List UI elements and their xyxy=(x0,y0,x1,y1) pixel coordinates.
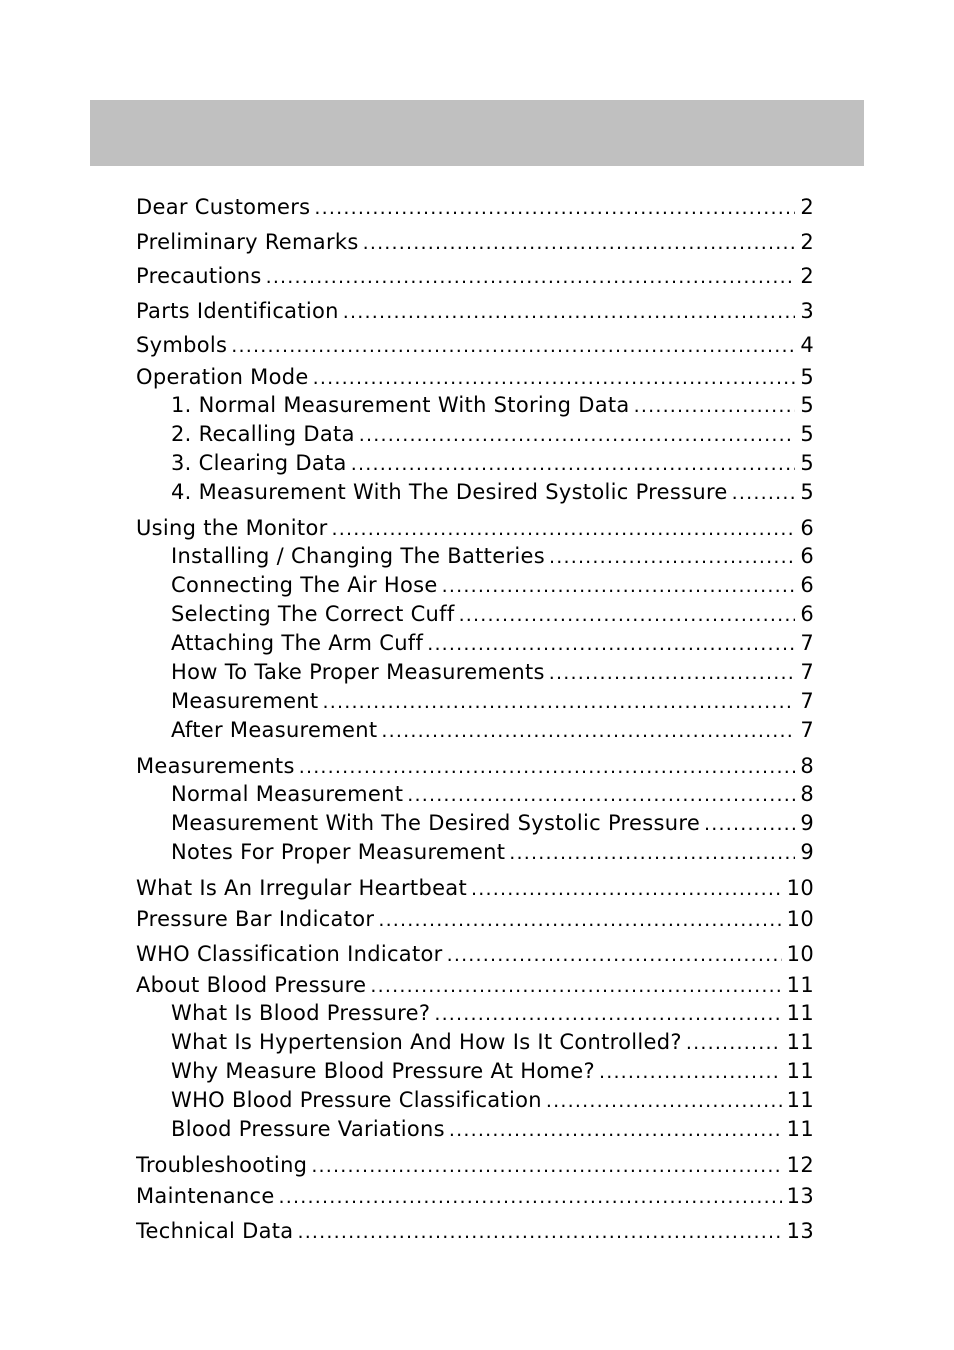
toc-entry[interactable] xyxy=(136,902,814,937)
toc-entry[interactable] xyxy=(136,1214,814,1249)
toc-subentry-title: After Measurement xyxy=(171,717,378,742)
toc-entry[interactable] xyxy=(136,752,814,780)
toc-subentry-page: 11 xyxy=(786,1088,814,1113)
toc-leader-dots xyxy=(449,1116,782,1144)
toc-subentry[interactable] xyxy=(136,1115,814,1144)
toc-leader-dots xyxy=(322,688,795,716)
toc-entry-page: 2 xyxy=(800,229,814,254)
toc-subentry-title: What Is Hypertension And How Is It Controlled? xyxy=(171,1030,682,1055)
toc-entry-title: Precautions xyxy=(136,264,262,289)
toc-entry-page: 10 xyxy=(786,941,814,966)
toc-subentry[interactable] xyxy=(136,391,814,420)
toc-subentry-title: Why Measure Blood Pressure At Home? xyxy=(171,1059,595,1084)
toc-leader-dots xyxy=(332,515,796,542)
toc-subentry-page: 9 xyxy=(800,810,814,835)
toc-entry[interactable] xyxy=(136,363,814,391)
toc-subentry-title: What Is Blood Pressure? xyxy=(171,1001,431,1026)
toc-leader-dots xyxy=(447,938,782,972)
toc-subentry-page: 7 xyxy=(800,659,814,684)
toc-leader-dots xyxy=(381,717,795,745)
toc-subentry-title: Measurement xyxy=(171,688,319,713)
toc-entry-page: 6 xyxy=(800,515,814,540)
toc-entry-title: Technical Data xyxy=(136,1218,294,1243)
toc-subentry-title: Selecting The Correct Cuff xyxy=(171,601,455,626)
toc-leader-dots xyxy=(549,543,795,571)
toc-entry-page: 2 xyxy=(800,195,814,219)
toc-leader-dots xyxy=(599,1058,782,1086)
toc-leader-dots xyxy=(351,450,796,478)
toc-leader-dots xyxy=(442,572,796,600)
toc-subentry-title: Blood Pressure Variations xyxy=(171,1117,445,1142)
toc-leader-dots xyxy=(297,1215,781,1249)
toc-leader-dots xyxy=(359,421,796,449)
toc-leader-dots xyxy=(313,364,796,391)
toc-entry-page: 4 xyxy=(800,333,814,358)
toc-entry[interactable] xyxy=(136,971,814,999)
toc-subentry[interactable] xyxy=(136,1057,814,1086)
toc-leader-dots xyxy=(704,810,795,838)
toc-subentry-page: 5 xyxy=(800,392,814,417)
toc-leader-dots xyxy=(370,972,781,999)
toc-leader-dots xyxy=(434,1000,781,1028)
toc-subentry[interactable] xyxy=(136,780,814,809)
toc-subentry-page: 6 xyxy=(800,601,814,626)
toc-subentry[interactable] xyxy=(136,571,814,600)
toc-subentry-page: 11 xyxy=(786,1001,814,1026)
toc-subentry-page: 11 xyxy=(786,1059,814,1084)
toc-subentry[interactable] xyxy=(136,629,814,658)
toc-leader-dots xyxy=(634,392,796,420)
toc-subentry-title: 4. Measurement With The Desired Systolic Pressure xyxy=(171,479,728,504)
toc-entry-page: 3 xyxy=(800,298,814,323)
toc-entry-page: 10 xyxy=(786,906,814,931)
toc-subentry-page: 11 xyxy=(786,1117,814,1142)
toc-entry-page: 5 xyxy=(800,364,814,389)
toc-subentry[interactable] xyxy=(136,542,814,571)
toc-entry-page: 13 xyxy=(786,1218,814,1243)
toc-entry-title: Troubleshooting xyxy=(136,1153,308,1178)
toc-subentry-title: Measurement With The Desired Systolic Pressure xyxy=(171,810,701,835)
toc-subentry-title: Installing / Changing The Batteries xyxy=(171,543,545,568)
toc-entry-title: Operation Mode xyxy=(136,364,309,389)
toc-leader-dots xyxy=(427,630,795,658)
toc-entry-title: About Blood Pressure xyxy=(136,973,367,998)
toc-leader-dots xyxy=(314,191,795,225)
toc-subentry-page: 5 xyxy=(800,450,814,475)
toc-subentry[interactable] xyxy=(136,809,814,838)
toc-leader-dots xyxy=(378,903,781,937)
toc-leader-dots xyxy=(279,1180,782,1214)
toc-entry-page: 8 xyxy=(800,753,814,778)
toc-entry-page: 13 xyxy=(786,1184,814,1209)
toc-subentry-title: Attaching The Arm Cuff xyxy=(171,630,424,655)
toc-entry[interactable] xyxy=(136,874,814,902)
toc-leader-dots xyxy=(509,839,795,867)
toc-subentry-page: 7 xyxy=(800,717,814,742)
toc-entry[interactable] xyxy=(136,1151,814,1179)
toc-entry[interactable] xyxy=(136,328,814,363)
toc-leader-dots xyxy=(459,601,796,629)
toc-leader-dots xyxy=(363,226,796,260)
toc-subentry-page: 11 xyxy=(786,1030,814,1055)
toc-subentry[interactable] xyxy=(136,999,814,1028)
toc-entry-title: Symbols xyxy=(136,333,228,358)
toc-leader-dots xyxy=(311,1152,781,1179)
table-of-contents xyxy=(136,190,814,1248)
toc-subentry[interactable] xyxy=(136,658,814,687)
toc-subentry[interactable] xyxy=(136,478,814,507)
toc-leader-dots xyxy=(549,659,796,687)
toc-subentry-page: 8 xyxy=(800,781,814,806)
toc-entry[interactable] xyxy=(136,190,814,225)
toc-entry-page: 12 xyxy=(786,1153,814,1178)
toc-entry[interactable] xyxy=(136,225,814,260)
toc-subentry-title: How To Take Proper Measurements xyxy=(171,659,545,684)
toc-subentry-title: 1. Normal Measurement With Storing Data xyxy=(171,392,630,417)
toc-subentry-title: WHO Blood Pressure Classification xyxy=(171,1088,542,1113)
toc-subentry[interactable] xyxy=(136,716,814,745)
toc-subentry-page: 6 xyxy=(800,543,814,568)
toc-subentry-page: 7 xyxy=(800,630,814,655)
toc-subentry-page: 5 xyxy=(800,421,814,446)
toc-entry-page: 2 xyxy=(800,264,814,289)
toc-subentry[interactable] xyxy=(136,687,814,716)
toc-leader-dots xyxy=(546,1087,782,1115)
toc-entry-title: Preliminary Remarks xyxy=(136,229,359,254)
toc-subentry[interactable] xyxy=(136,600,814,629)
toc-entry-title: What Is An Irregular Heartbeat xyxy=(136,875,468,900)
toc-subentry[interactable] xyxy=(136,1086,814,1115)
toc-subentry-title: 3. Clearing Data xyxy=(171,450,347,475)
toc-subentry-page: 5 xyxy=(800,479,814,504)
toc-subentry[interactable] xyxy=(136,420,814,449)
toc-leader-dots xyxy=(686,1029,782,1057)
toc-leader-dots xyxy=(407,781,795,809)
toc-subentry-page: 6 xyxy=(800,572,814,597)
toc-entry-title: Pressure Bar Indicator xyxy=(136,906,375,931)
toc-leader-dots xyxy=(266,260,796,294)
header-bar xyxy=(90,100,864,166)
toc-subentry[interactable] xyxy=(136,449,814,478)
toc-subentry-title: Normal Measurement xyxy=(171,781,404,806)
toc-entry-title: Measurements xyxy=(136,753,295,778)
toc-leader-dots xyxy=(732,479,796,507)
toc-entry[interactable] xyxy=(136,514,814,542)
toc-entry-title: Dear Customers xyxy=(136,195,311,219)
toc-entry-page: 10 xyxy=(786,875,814,900)
toc-leader-dots xyxy=(231,329,795,363)
toc-subentry-page: 9 xyxy=(800,839,814,864)
toc-entry-title: Maintenance xyxy=(136,1184,275,1209)
toc-entry[interactable] xyxy=(136,1179,814,1214)
toc-subentry[interactable] xyxy=(136,838,814,867)
toc-entry[interactable] xyxy=(136,937,814,972)
toc-leader-dots xyxy=(471,875,782,902)
toc-subentry-title: Notes For Proper Measurement xyxy=(171,839,506,864)
toc-entry-title: Parts Identification xyxy=(136,298,339,323)
toc-entry-page: 11 xyxy=(786,973,814,998)
toc-leader-dots xyxy=(299,753,796,780)
toc-entry[interactable] xyxy=(136,294,814,329)
toc-entry-title: WHO Classification Indicator xyxy=(136,941,443,966)
toc-leader-dots xyxy=(343,295,796,329)
toc-subentry-page: 7 xyxy=(800,688,814,713)
toc-subentry-title: Connecting The Air Hose xyxy=(171,572,438,597)
toc-entry-title: Using the Monitor xyxy=(136,515,328,540)
toc-subentry-title: 2. Recalling Data xyxy=(171,421,355,446)
toc-entry[interactable] xyxy=(136,259,814,294)
toc-subentry[interactable] xyxy=(136,1028,814,1057)
